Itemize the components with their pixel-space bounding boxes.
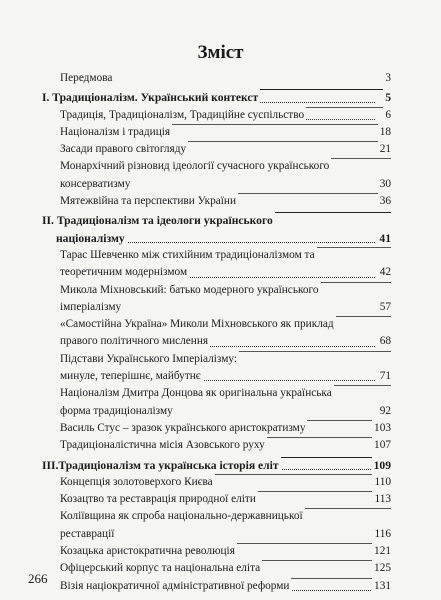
toc-entry-page: 42 (378, 264, 391, 281)
toc-entry (42, 351, 391, 368)
toc-entry-label: Традиціоналістична місія Азовського руху (60, 437, 267, 454)
toc-entry-label: Традиція, Традиціоналізм, Традиційне суспільство (60, 107, 306, 124)
toc-entry-label: минуле, теперішнє, майбутнє (60, 368, 203, 385)
toc-entry-label: правого політичного мислення (60, 333, 210, 350)
toc-entry (42, 437, 391, 454)
toc-entry-label: Офіцерський корпус та національна еліта (60, 560, 262, 577)
toc-entry-page: 107 (372, 437, 391, 454)
toc-entry-label: консерватизму (60, 176, 132, 193)
toc-entry-label: Коліївщина як спроба національно-державницької (60, 508, 305, 525)
toc-entry (42, 385, 391, 402)
toc-entry (42, 578, 391, 595)
toc-entry-label: Концепція золотоверхого Києва (60, 474, 215, 491)
toc-entry (42, 368, 391, 385)
toc-entry (42, 420, 391, 437)
toc-entry-label: Націоналізм Дмитра Донцова як оригінальна українська (60, 385, 334, 402)
table-of-contents (42, 70, 391, 595)
toc-entry-label: Візія націократичної адміністративної реформи (60, 578, 291, 595)
toc-entry-page: 6 (383, 107, 391, 124)
toc-entry (42, 230, 391, 247)
toc-entry-page: 110 (372, 474, 391, 491)
toc-entry-label: Націоналізм і традиція (60, 124, 172, 141)
toc-entry-label: II. Традиціоналізм та ідеологи українського (42, 212, 275, 229)
toc-entry-label: Мятежвійна та перспективи України (60, 193, 238, 210)
toc-entry-label: Козацька аристократична революція (60, 543, 237, 560)
toc-entry-page: 41 (377, 230, 391, 247)
toc-entry-label: Монархічний різновид ідеології сучасного українського (60, 158, 331, 175)
toc-entry-label: націоналізму (42, 230, 127, 247)
toc-entry-page: 109 (372, 457, 391, 474)
toc-entry-page: 57 (378, 299, 391, 316)
toc-entry-page: 121 (372, 543, 391, 560)
toc-entry (42, 491, 391, 508)
toc-entry (42, 474, 391, 491)
toc-entry-page: 71 (378, 368, 391, 385)
toc-entry (42, 193, 391, 210)
toc-entry (42, 282, 391, 299)
toc-entry-label: Василь Стус – зразок українського аристократизму (60, 420, 307, 437)
toc-entry-label: Микола Міхновський: батько модерного українського (60, 282, 321, 299)
toc-entry (42, 299, 391, 316)
toc-entry-page: 36 (378, 193, 391, 210)
toc-entry (42, 124, 391, 141)
toc-entry-label: Козацтво та реставрація природної еліти (60, 491, 258, 508)
toc-entry-label: III.Традиціоналізм та українська історія еліт (42, 457, 281, 474)
toc-entry (42, 158, 391, 175)
toc-entry-label: Передмова (60, 70, 114, 87)
toc-entry-page: 125 (372, 560, 391, 577)
toc-entry (42, 264, 391, 281)
toc-entry (42, 247, 391, 264)
toc-entry-label: «Самостійна Україна» Миколи Міхновського як приклад (60, 316, 336, 333)
toc-entry-label: Засади правого світогляду (60, 141, 188, 158)
toc-entry (42, 526, 391, 543)
toc-entry-label: теоретичним модернізмом (60, 264, 189, 281)
toc-entry-page: 18 (378, 124, 391, 141)
toc-entry-page: 116 (372, 526, 391, 543)
page-number: 266 (28, 571, 48, 586)
toc-entry-label: реставрації (60, 526, 116, 543)
toc-entry (42, 457, 391, 474)
toc-entry-label: I. Традиціоналізм. Український контекст (42, 89, 260, 106)
toc-entry (42, 508, 391, 525)
toc-entry (42, 543, 391, 560)
toc-entry-label: Тарас Шевченко між стихійним традиціоналізмом та (60, 247, 317, 264)
toc-entry (42, 89, 391, 106)
toc-entry-page: 113 (372, 491, 391, 508)
toc-entry (42, 403, 391, 420)
toc-entry (42, 316, 391, 333)
toc-entry (42, 70, 391, 87)
toc-entry (42, 141, 391, 158)
toc-entry-page: 103 (372, 420, 391, 437)
toc-entry-page: 30 (378, 176, 391, 193)
page-title: Зміст (197, 42, 244, 63)
toc-entry (42, 176, 391, 193)
toc-entry-page: 3 (383, 70, 391, 87)
toc-entry-page: 21 (378, 141, 391, 158)
toc-entry-page: 131 (372, 578, 391, 595)
toc-entry (42, 107, 391, 124)
toc-entry-label: форма традиціоналізму (60, 403, 175, 420)
toc-entry (42, 333, 391, 350)
toc-entry-page: 5 (383, 89, 391, 106)
toc-entry-label: імперіалізму (60, 299, 123, 316)
toc-entry-page: 68 (378, 333, 391, 350)
toc-entry (42, 212, 391, 229)
toc-entry-page: 92 (378, 403, 391, 420)
toc-entry-label: Підстави Українського Імперіалізму: (60, 351, 239, 368)
toc-entry (42, 560, 391, 577)
